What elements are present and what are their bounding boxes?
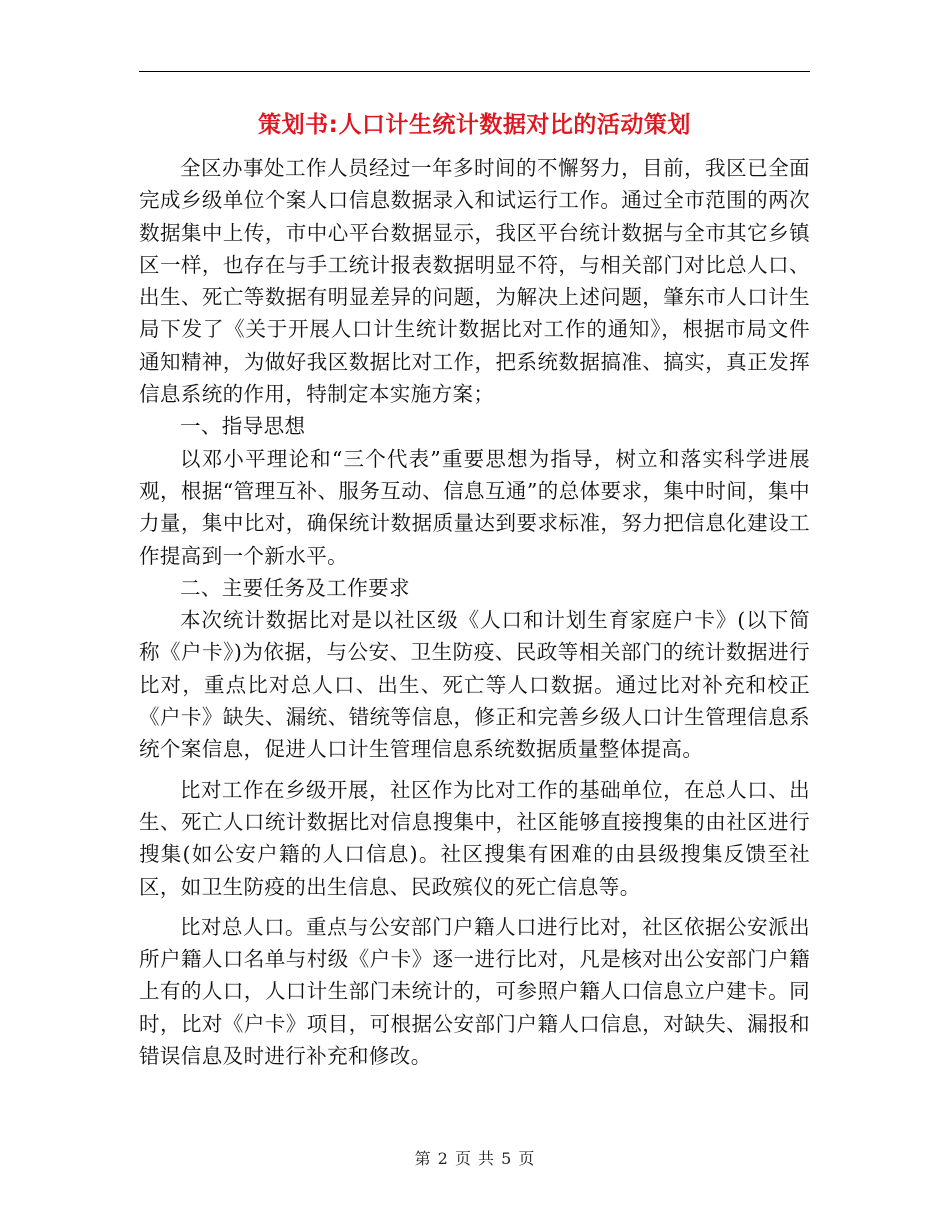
paragraph-total-population: 比对总人口。重点与公安部门户籍人口进行比对，社区依据公安派出所户籍人口名单与村级《户卡》逐一进行比对，凡是核对出公安部门户籍上有的人口，人口计生部门未统计的，可参照户籍人口信息立户建卡。同时，比对《户卡》项目，可根据公安部门户籍人口信息，对缺失、漏报和错误信息及时进行补充和修改。 [139, 914, 810, 1069]
document-title: 策划书:人口计生统计数据对比的活动策划 [258, 112, 691, 138]
page-number: 第 2 页 共 5 页 [414, 1149, 536, 1168]
header-rule [139, 71, 810, 72]
paragraph-main-tasks: 本次统计数据比对是以社区级《人口和计划生育家庭户卡》(以下简称《户卡》)为依据，与公安、卫生防疫、民政等相关部门的统计数据进行比对，重点比对总人口、出生、死亡等人口数据。通过比对补充和校正《户卡》缺失、漏统、错统等信息，修正和完善乡级人口计生管理信息系统个案信息，促进人口计生管理信息系统数据质量整体提高。 [139, 608, 810, 762]
paragraph-comparison-work: 比对工作在乡级开展，社区作为比对工作的基础单位，在总人口、出生、死亡人口统计数据比对信息搜集中，社区能够直接搜集的由社区进行搜集(如公安户籍的人口信息)。社区搜集有困难的由县级搜集反馈至社区，如卫生防疫的出生信息、民政殡仪的死亡信息等。 [139, 777, 810, 899]
section-heading-main-tasks: 二、主要任务及工作要求 [180, 575, 410, 600]
document-body [139, 152, 810, 1072]
section-heading-guiding-ideology: 一、指导思想 [180, 414, 306, 439]
paragraph-intro: 全区办事处工作人员经过一年多时间的不懈努力，目前，我区已全面完成乡级单位个案人口信息数据录入和试运行工作。通过全市范围的两次数据集中上传，市中心平台数据显示，我区平台统计数据与全市其它乡镇区一样，也存在与手工统计报表数据明显不符，与相关部门对比总人口、出生、死亡等数据有明显差异的问题，为解决上述问题，肇东市人口计生局下发了《关于开展人口计生统计数据比对工作的通知》，根据市局文件通知精神，为做好我区数据比对工作，把系统数据搞准、搞实，真正发挥信息系统的作用，特制定本实施方案； [139, 156, 810, 407]
paragraph-guiding-ideology: 以邓小平理论和“三个代表”重要思想为指导，树立和落实科学进展观，根据“管理互补、服务互动、信息互通”的总体要求，集中时间，集中力量，集中比对，确保统计数据质量达到要求标准，努力把信息化建设工作提高到一个新水平。 [139, 446, 810, 568]
